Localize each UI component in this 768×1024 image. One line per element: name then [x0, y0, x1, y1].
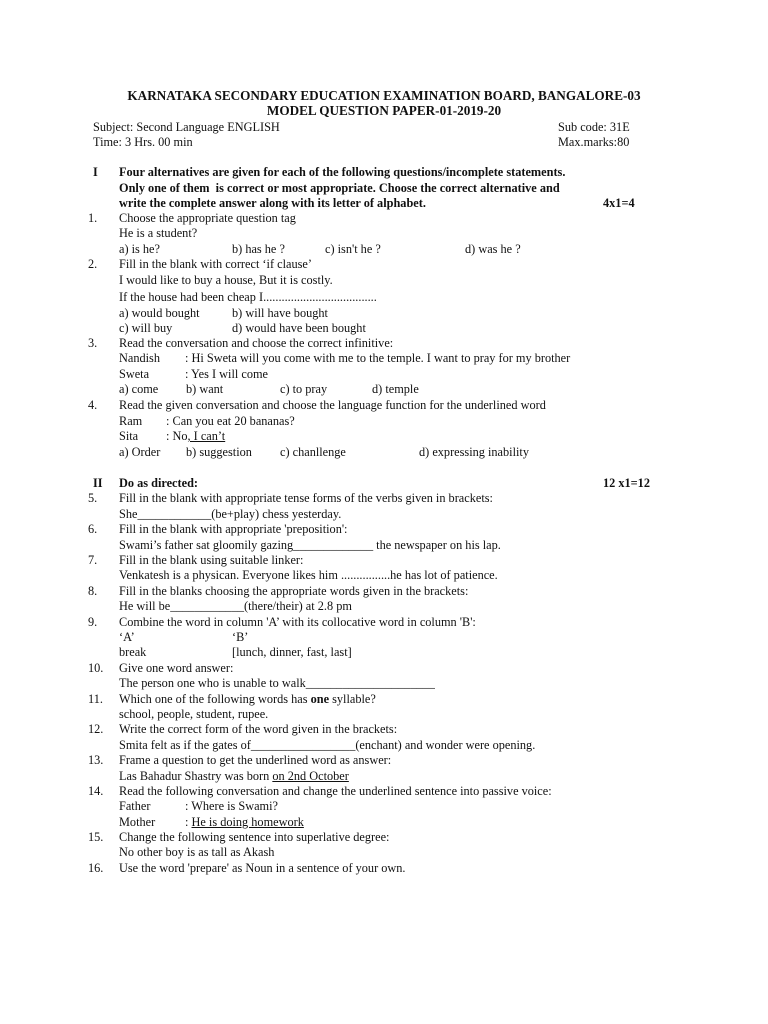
q13-underlined-phrase: on 2nd October	[272, 769, 349, 783]
q1-sentence: He is a student?	[119, 226, 198, 240]
q14-speaker-1-line: : Where is Swami?	[185, 799, 279, 813]
q14-speaker-2-prefix: :	[185, 815, 192, 829]
q4-speaker-1-line: : Can you eat 20 bananas?	[166, 414, 295, 428]
q15-sentence: No other boy is as tall as Akash	[119, 845, 275, 859]
q13-text: Frame a question to get the underlined word as answer:	[119, 753, 392, 767]
q2-option-a: a) would bought	[119, 306, 200, 320]
q3-option-c: c) to pray	[280, 382, 328, 396]
max-marks-label: Max.marks:80	[558, 135, 630, 149]
q11-words: school, people, student, rupee.	[119, 707, 269, 721]
q3-option-b: b) want	[186, 382, 224, 396]
q8-number: 8.	[88, 584, 98, 598]
q13-number: 13.	[88, 753, 104, 767]
q11-text-end: syllable?	[329, 692, 376, 706]
q15-number: 15.	[88, 830, 104, 844]
q9-text: Combine the word in column 'A’ with its collocative word in column 'B':	[119, 615, 476, 629]
time-label: Time: 3 Hrs. 00 min	[93, 135, 193, 149]
q7-text: Fill in the blank using suitable linker:	[119, 553, 304, 567]
q1-option-c: c) isn't he ?	[325, 242, 381, 256]
q3-speaker-2: Sweta	[119, 367, 150, 381]
q1-text: Choose the appropriate question tag	[119, 211, 296, 225]
q10-number: 10.	[88, 661, 104, 675]
q5-text: Fill in the blank with appropriate tense forms of the verbs given in brackets:	[119, 491, 493, 505]
q3-option-a: a) come	[119, 382, 159, 396]
q1-number: 1.	[88, 211, 98, 225]
q10-text: Give one word answer:	[119, 661, 234, 675]
q7-number: 7.	[88, 553, 98, 567]
q14-number: 14.	[88, 784, 104, 798]
q1-option-b: b) has he ?	[232, 242, 285, 256]
q4-speaker-2-prefix: : No	[166, 429, 188, 443]
q2-text: Fill in the blank with correct ‘if clause’	[119, 257, 312, 271]
q15-text: Change the following sentence into superlative degree:	[119, 830, 390, 844]
q6-sentence: Swami’s father sat gloomily gazing_____________ the newspaper on his lap.	[119, 538, 501, 552]
q2-blank-line: If the house had been cheap I.....................................	[119, 290, 377, 304]
q1-option-d: d) was he ?	[465, 242, 521, 256]
q14-underlined-sentence: He is doing homework	[191, 815, 304, 829]
q2-sentence: I would like to buy a house, But it is costly.	[119, 273, 333, 287]
subject-label: Subject: Second Language ENGLISH	[93, 120, 280, 134]
q4-option-a: a) Order	[119, 445, 161, 459]
q4-speaker-2: Sita	[119, 429, 139, 443]
q12-number: 12.	[88, 722, 104, 736]
q2-option-b: b) will have bought	[232, 306, 328, 320]
q11-text-start: Which one of the following words has	[119, 692, 311, 706]
q4-number: 4.	[88, 398, 98, 412]
q4-option-b: b) suggestion	[186, 445, 252, 459]
q12-sentence: Smita felt as if the gates of_________________(enchant) and wonder were opening.	[119, 738, 536, 752]
q2-number: 2.	[88, 257, 98, 271]
section-2-numeral: II	[93, 476, 103, 490]
q2-option-d: d) would have been bought	[232, 321, 366, 335]
q9-column-b-header: ‘B’	[232, 630, 249, 644]
q5-sentence: She____________(be+play) chess yesterday.	[119, 507, 342, 521]
section-1-instruction-1: Four alternatives are given for each of the following questions/incomplete statements.	[119, 165, 566, 179]
q8-sentence: He will be____________(there/their) at 2.8 pm	[119, 599, 352, 613]
q4-speaker-1: Ram	[119, 414, 143, 428]
q9-column-a-header: ‘A’	[119, 630, 135, 644]
q14-text: Read the following conversation and change the underlined sentence into passive voice:	[119, 784, 552, 798]
section-1-numeral: I	[93, 165, 98, 179]
q3-speaker-1: Nandish	[119, 351, 160, 365]
q9-column-a-word: break	[119, 645, 147, 659]
section-1-instruction-2: Only one of them is correct or most appropriate. Choose the correct alternative and	[119, 181, 560, 195]
q9-number: 9.	[88, 615, 98, 629]
q10-sentence: The person one who is unable to walk_____________________	[119, 676, 435, 690]
q13-sentence	[119, 769, 349, 784]
q14-speaker-2: Mother	[119, 815, 156, 829]
section-2-marks: 12 x1=12	[603, 476, 650, 490]
q9-column-b-words: [lunch, dinner, fast, last]	[232, 645, 352, 659]
q14-speaker-1: Father	[119, 799, 151, 813]
q4-option-d: d) expressing inability	[419, 445, 529, 459]
q6-number: 6.	[88, 522, 98, 536]
section-1-marks: 4x1=4	[603, 196, 635, 210]
q3-speaker-1-line: : Hi Sweta will you come with me to the temple. I want to pray for my brother	[185, 351, 571, 365]
q3-speaker-2-line: : Yes I will come	[185, 367, 269, 381]
q6-text: Fill in the blank with appropriate 'preposition':	[119, 522, 348, 536]
q1-option-a: a) is he?	[119, 242, 160, 256]
q13-sentence-start: Las Bahadur Shastry was born	[119, 769, 273, 783]
section-1-instruction-3: write the complete answer along with its letter of alphabet.	[119, 196, 426, 210]
q11-number: 11.	[88, 692, 103, 706]
q4-option-c: c) chanllenge	[280, 445, 346, 459]
q4-speaker-2-line	[166, 429, 225, 444]
paper-title: MODEL QUESTION PAPER-01-2019-20	[266, 103, 502, 118]
q11-bold-word: one	[310, 692, 330, 706]
q4-text: Read the given conversation and choose the language function for the underlined word	[119, 398, 546, 412]
q3-option-d: d) temple	[372, 382, 419, 396]
q11-text	[119, 692, 376, 707]
section-2-title: Do as directed:	[119, 476, 199, 490]
sub-code-label: Sub code: 31E	[558, 120, 630, 134]
q16-number: 16.	[88, 861, 104, 875]
q3-number: 3.	[88, 336, 98, 350]
board-title: KARNATAKA SECONDARY EDUCATION EXAMINATION BOARD, BANGALORE-03	[127, 88, 641, 103]
q14-speaker-2-line	[185, 815, 304, 830]
q5-number: 5.	[88, 491, 98, 505]
q16-text: Use the word 'prepare' as Noun in a sentence of your own.	[119, 861, 406, 875]
q8-text: Fill in the blanks choosing the appropriate words given in the brackets:	[119, 584, 469, 598]
q2-option-c: c) will buy	[119, 321, 173, 335]
q12-text: Write the correct form of the word given in the brackets:	[119, 722, 398, 736]
q4-underlined-word: , I can’t	[187, 429, 226, 443]
q3-text: Read the conversation and choose the correct infinitive:	[119, 336, 394, 350]
q7-sentence: Venkatesh is a physican. Everyone likes him ................he has lot of patience.	[119, 568, 498, 582]
